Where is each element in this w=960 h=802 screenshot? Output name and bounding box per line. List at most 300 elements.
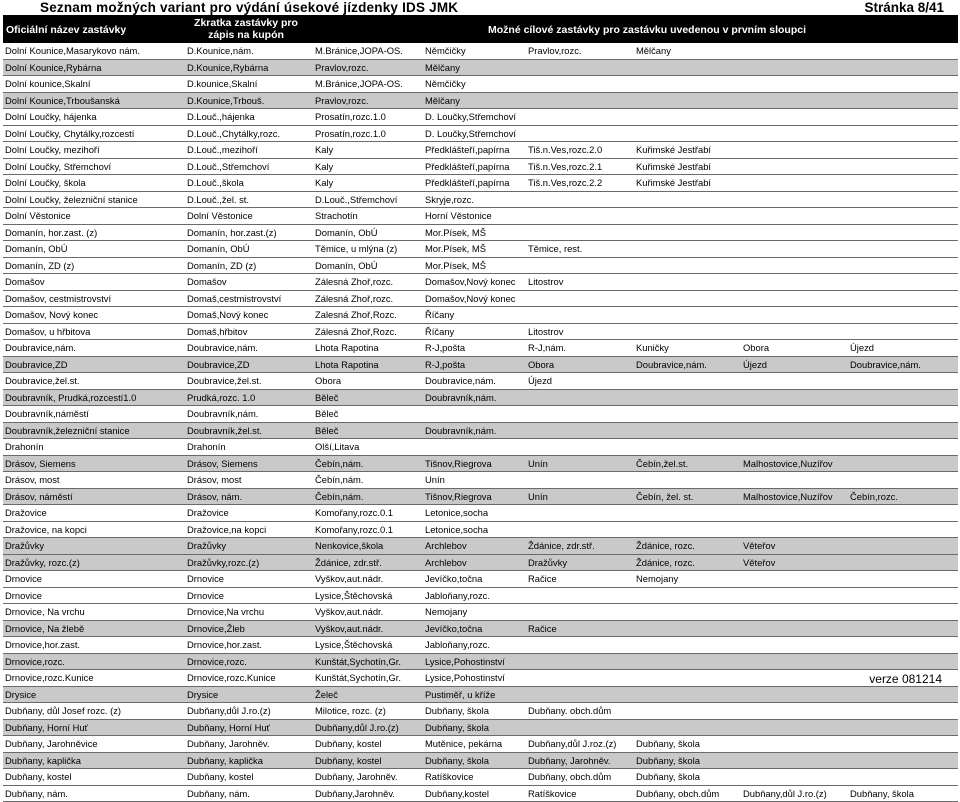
target-stop-cell: Kaly xyxy=(313,142,423,159)
target-stop-cell xyxy=(526,92,634,109)
target-stop-cell: Nemojany xyxy=(423,604,526,621)
abbreviation-cell: Domaš,hřbitov xyxy=(185,323,313,340)
official-name-cell: Dolní Věstonice xyxy=(3,208,185,225)
table-row xyxy=(3,59,958,76)
target-stop-cell xyxy=(741,109,848,126)
target-stop-cell: Věteřov xyxy=(741,554,848,571)
target-stop-cell xyxy=(741,505,848,522)
target-stop-cell: Mor.Písek, MŠ xyxy=(423,257,526,274)
target-stop-cell xyxy=(848,290,958,307)
target-stop-cell: Račice xyxy=(526,571,634,588)
target-stop-cell: Doubravník,nám. xyxy=(423,422,526,439)
target-stop-cell xyxy=(848,158,958,175)
official-name-cell: Dolní Loučky, hájenka xyxy=(3,109,185,126)
target-stop-cell xyxy=(848,422,958,439)
target-stop-cell xyxy=(634,208,741,225)
target-stop-cell xyxy=(741,274,848,291)
target-stop-cell: Pustiměř, u kříže xyxy=(423,686,526,703)
target-stop-cell: Prosatín,rozc.1.0 xyxy=(313,125,423,142)
official-name-cell: Dolní Kounice,Trboušanská xyxy=(3,92,185,109)
target-stop-cell xyxy=(741,323,848,340)
abbreviation-cell: Dražůvky xyxy=(185,538,313,555)
stops-table xyxy=(3,43,958,802)
target-stop-cell xyxy=(526,307,634,324)
target-stop-cell xyxy=(741,406,848,423)
target-stop-cell: Lysice,Pohostinství xyxy=(423,670,526,687)
target-stop-cell xyxy=(741,521,848,538)
target-stop-cell: Lysice,Štěchovská xyxy=(313,587,423,604)
target-stop-cell xyxy=(848,653,958,670)
abbreviation-cell: Drnovice,Žleb xyxy=(185,620,313,637)
target-stop-cell: D. Loučky,Střemchoví xyxy=(423,109,526,126)
target-stop-cell xyxy=(741,670,848,687)
target-stop-cell xyxy=(848,59,958,76)
target-stop-cell xyxy=(634,439,741,456)
target-stop-cell: Nenkovice,škola xyxy=(313,538,423,555)
abbreviation-cell: Doubravice,ZD xyxy=(185,356,313,373)
official-name-cell: Drnovice,rozc.Kunice xyxy=(3,670,185,687)
target-stop-cell: Dubňany,důl J.roz.(z) xyxy=(526,736,634,753)
table-row xyxy=(3,356,958,373)
abbreviation-cell: Dubňany, kaplička xyxy=(185,752,313,769)
target-stop-cell xyxy=(634,290,741,307)
target-stop-cell xyxy=(848,604,958,621)
target-stop-cell: Tiš.n.Ves,rozc.2.1 xyxy=(526,158,634,175)
target-stop-cell: Vyškov,aut.nádr. xyxy=(313,571,423,588)
target-stop-cell: Jevíčko,točna xyxy=(423,571,526,588)
target-stop-cell: Skryje,rozc. xyxy=(423,191,526,208)
table-row xyxy=(3,224,958,241)
target-stop-cell: Pravlov,rozc. xyxy=(313,59,423,76)
target-stop-cell xyxy=(741,472,848,489)
target-stop-cell: Kunštát,Sychotín,Gr. xyxy=(313,670,423,687)
official-name-cell: Domanín, ZD (z) xyxy=(3,257,185,274)
target-stop-cell: Zalesná Zhoř,Rozc. xyxy=(313,307,423,324)
target-stop-cell xyxy=(848,76,958,93)
target-stop-cell: Předklášteří,papírna xyxy=(423,175,526,192)
target-stop-cell xyxy=(634,59,741,76)
target-stop-cell: Tišnov,Riegrova xyxy=(423,488,526,505)
target-stop-cell: Nemojany xyxy=(634,571,741,588)
target-stop-cell xyxy=(423,439,526,456)
official-name-cell: Dolní kounice,Skalní xyxy=(3,76,185,93)
abbreviation-cell: Drysice xyxy=(185,686,313,703)
target-stop-cell: Ždánice, zdr.stř. xyxy=(313,554,423,571)
target-stop-cell: D.Louč.,Střemchoví xyxy=(313,191,423,208)
target-stop-cell: Domašov,Nový konec xyxy=(423,290,526,307)
target-stop-cell xyxy=(741,307,848,324)
abbreviation-cell: Dolní Věstonice xyxy=(185,208,313,225)
target-stop-cell xyxy=(741,158,848,175)
target-stop-cell: Kuřimské Jestřabí xyxy=(634,158,741,175)
target-stop-cell: Mutěnice, pekárna xyxy=(423,736,526,753)
target-stop-cell: Želeč xyxy=(313,686,423,703)
target-stop-cell: R-J,nám. xyxy=(526,340,634,357)
target-stop-cell xyxy=(634,274,741,291)
table-row xyxy=(3,538,958,555)
target-stop-cell: R-J,pošta xyxy=(423,356,526,373)
target-stop-cell: Čebín,nám. xyxy=(313,472,423,489)
target-stop-cell xyxy=(848,373,958,390)
target-stop-cell: Zálesná Zhoř,rozc. xyxy=(313,290,423,307)
table-row xyxy=(3,703,958,720)
page-title: Seznam možných variant pro výdání úsekové jízdenky IDS JMK xyxy=(40,0,459,15)
target-stop-cell: Horní Věstonice xyxy=(423,208,526,225)
official-name-cell: Dolní Loučky, škola xyxy=(3,175,185,192)
target-stop-cell: Dubňany, škola xyxy=(848,785,958,802)
target-stop-cell xyxy=(741,703,848,720)
table-row xyxy=(3,571,958,588)
target-stop-cell xyxy=(634,76,741,93)
official-name-cell: Drnovice, Na žlebě xyxy=(3,620,185,637)
official-name-cell: Doubravice,žel.st. xyxy=(3,373,185,390)
table-row xyxy=(3,158,958,175)
target-stop-cell: Předklášteří,papírna xyxy=(423,142,526,159)
target-stop-cell: Domanín, ObÚ xyxy=(313,224,423,241)
target-stop-cell xyxy=(848,109,958,126)
target-stop-cell xyxy=(634,125,741,142)
target-stop-cell: Lhota Rapotina xyxy=(313,340,423,357)
abbreviation-cell: Domašov xyxy=(185,274,313,291)
target-stop-cell xyxy=(526,125,634,142)
table-row xyxy=(3,505,958,522)
target-stop-cell: Běleč xyxy=(313,422,423,439)
table-row xyxy=(3,340,958,357)
target-stop-cell xyxy=(634,406,741,423)
target-stop-cell: Ždánice, zdr.stř. xyxy=(526,538,634,555)
target-stop-cell xyxy=(634,224,741,241)
official-name-cell: Dubňany, Jarohněvice xyxy=(3,736,185,753)
target-stop-cell xyxy=(848,703,958,720)
target-stop-cell: Letonice,socha xyxy=(423,505,526,522)
official-name-cell: Doubravník,železniční stanice xyxy=(3,422,185,439)
target-stop-cell: Ždánice, rozc. xyxy=(634,538,741,555)
abbreviation-cell: Dubňany, kostel xyxy=(185,769,313,786)
table-row xyxy=(3,455,958,472)
target-stop-cell xyxy=(848,538,958,555)
table-row xyxy=(3,76,958,93)
table-row xyxy=(3,406,958,423)
target-stop-cell xyxy=(526,422,634,439)
target-stop-cell: Pravlov,rozc. xyxy=(526,43,634,59)
official-name-cell: Domašov, Nový konec xyxy=(3,307,185,324)
abbreviation-cell: D.Louč.,Chytálky,rozc. xyxy=(185,125,313,142)
official-name-cell: Dolní Loučky, Chytálky,rozcestí xyxy=(3,125,185,142)
abbreviation-cell: Prudká,rozc. 1.0 xyxy=(185,389,313,406)
target-stop-cell xyxy=(848,274,958,291)
target-stop-cell: Čebín,žel.st. xyxy=(634,455,741,472)
table-row xyxy=(3,175,958,192)
abbreviation-cell: Doubravník,žel.st. xyxy=(185,422,313,439)
target-stop-cell xyxy=(848,637,958,654)
target-stop-cell: Unín xyxy=(526,455,634,472)
target-stop-cell xyxy=(634,422,741,439)
target-stop-cell: Litostrov xyxy=(526,323,634,340)
target-stop-cell xyxy=(634,373,741,390)
table-row xyxy=(3,422,958,439)
target-stop-cell: Dubňany,kostel xyxy=(423,785,526,802)
table-row xyxy=(3,637,958,654)
target-stop-cell: Doubravník,nám. xyxy=(423,389,526,406)
official-name-cell: Doubravník, Prudká,rozcestí1.0 xyxy=(3,389,185,406)
target-stop-cell: Dubňany, škola xyxy=(634,752,741,769)
target-stop-cell: Komořany,rozc.0.1 xyxy=(313,505,423,522)
target-stop-cell xyxy=(741,686,848,703)
official-name-cell: Dubňany, nám. xyxy=(3,785,185,802)
table-row xyxy=(3,769,958,786)
target-stop-cell xyxy=(526,191,634,208)
target-stop-cell: Pravlov,rozc. xyxy=(313,92,423,109)
abbreviation-cell: Dražůvky,rozc.(z) xyxy=(185,554,313,571)
target-stop-cell: Obora xyxy=(313,373,423,390)
target-stop-cell xyxy=(526,505,634,522)
target-stop-cell xyxy=(634,637,741,654)
official-name-cell: Drnovice, Na vrchu xyxy=(3,604,185,621)
official-name-cell: Dolní Kounice,Masarykovo nám. xyxy=(3,43,185,59)
abbreviation-cell: Drnovice,Na vrchu xyxy=(185,604,313,621)
table-row xyxy=(3,554,958,571)
table-row xyxy=(3,92,958,109)
target-stop-cell: Těmice, u mlýna (z) xyxy=(313,241,423,258)
target-stop-cell xyxy=(526,389,634,406)
target-stop-cell xyxy=(741,736,848,753)
target-stop-cell: Ždánice, rozc. xyxy=(634,554,741,571)
abbreviation-cell: Doubravice,nám. xyxy=(185,340,313,357)
target-stop-cell xyxy=(741,637,848,654)
target-stop-cell xyxy=(741,175,848,192)
target-stop-cell xyxy=(848,554,958,571)
target-stop-cell xyxy=(848,307,958,324)
target-stop-cell: Újezd xyxy=(741,356,848,373)
target-stop-cell xyxy=(741,422,848,439)
target-stop-cell xyxy=(848,175,958,192)
target-stop-cell xyxy=(526,290,634,307)
abbreviation-cell: Drásov, most xyxy=(185,472,313,489)
target-stop-cell xyxy=(741,43,848,59)
target-stop-cell xyxy=(848,389,958,406)
target-stop-cell xyxy=(741,587,848,604)
target-stop-cell xyxy=(634,389,741,406)
target-stop-cell xyxy=(634,703,741,720)
target-stop-cell xyxy=(526,406,634,423)
target-stop-cell: Újezd xyxy=(526,373,634,390)
target-stop-cell: Obora xyxy=(526,356,634,373)
official-name-cell: Dolní Kounice,Rybárna xyxy=(3,59,185,76)
target-stop-cell xyxy=(848,208,958,225)
official-name-cell: Dubňany, kaplička xyxy=(3,752,185,769)
target-stop-cell: Němčičky xyxy=(423,43,526,59)
target-stop-cell xyxy=(526,76,634,93)
target-stop-cell: Doubravice,nám. xyxy=(423,373,526,390)
target-stop-cell: R-J,pošta xyxy=(423,340,526,357)
abbreviation-cell: Doubravník,nám. xyxy=(185,406,313,423)
abbreviation-cell: Drnovice,rozc. xyxy=(185,653,313,670)
target-stop-cell: Malhostovice,Nuzířov xyxy=(741,455,848,472)
target-stop-cell: Kuřimské Jestřabí xyxy=(634,142,741,159)
target-stop-cell: Dubňany, škola xyxy=(634,769,741,786)
table-row xyxy=(3,290,958,307)
target-stop-cell: Dubňany, obch.dům xyxy=(634,785,741,802)
table-row xyxy=(3,604,958,621)
table-row xyxy=(3,587,958,604)
target-stop-cell xyxy=(848,439,958,456)
target-stop-cell xyxy=(741,125,848,142)
target-stop-cell xyxy=(848,587,958,604)
column-header-official-name: Oficiální název zastávky xyxy=(6,24,127,36)
abbreviation-cell: D.Kounice,Trbouš. xyxy=(185,92,313,109)
table-header xyxy=(3,15,958,43)
abbreviation-cell: D.Louč.,mezihoří xyxy=(185,142,313,159)
table-row xyxy=(3,208,958,225)
target-stop-cell: Čebín,rozc. xyxy=(848,488,958,505)
target-stop-cell: Kaly xyxy=(313,158,423,175)
target-stop-cell: Malhostovice,Nuzířov xyxy=(741,488,848,505)
target-stop-cell: Archlebov xyxy=(423,538,526,555)
target-stop-cell xyxy=(848,521,958,538)
target-stop-cell: Prosatín,rozc.1.0 xyxy=(313,109,423,126)
official-name-cell: Drnovice,rozc. xyxy=(3,653,185,670)
target-stop-cell xyxy=(741,653,848,670)
target-stop-cell xyxy=(848,257,958,274)
target-stop-cell xyxy=(848,92,958,109)
target-stop-cell xyxy=(741,290,848,307)
table-row xyxy=(3,521,958,538)
target-stop-cell: Dubňany, škola xyxy=(423,703,526,720)
target-stop-cell xyxy=(634,521,741,538)
abbreviation-cell: Dubňany,důl J.ro.(z) xyxy=(185,703,313,720)
target-stop-cell xyxy=(741,719,848,736)
target-stop-cell: Čebín, žel. st. xyxy=(634,488,741,505)
target-stop-cell xyxy=(634,323,741,340)
target-stop-cell: M.Bránice,JOPA-OS. xyxy=(313,43,423,59)
target-stop-cell: Litostrov xyxy=(526,274,634,291)
table-row xyxy=(3,736,958,753)
target-stop-cell: Mor.Písek, MŠ xyxy=(423,224,526,241)
target-stop-cell xyxy=(741,389,848,406)
abbreviation-cell: Doubravice,žel.st. xyxy=(185,373,313,390)
table-row xyxy=(3,686,958,703)
official-name-cell: Drnovice xyxy=(3,571,185,588)
target-stop-cell: Mělčany xyxy=(423,92,526,109)
target-stop-cell xyxy=(526,224,634,241)
official-name-cell: Domašov xyxy=(3,274,185,291)
abbreviation-cell: D.Kounice,nám. xyxy=(185,43,313,59)
target-stop-cell xyxy=(848,620,958,637)
table-row xyxy=(3,125,958,142)
table-row xyxy=(3,241,958,258)
target-stop-cell: Obora xyxy=(741,340,848,357)
abbreviation-cell: D.kounice,Skalní xyxy=(185,76,313,93)
target-stop-cell xyxy=(634,686,741,703)
target-stop-cell xyxy=(741,752,848,769)
target-stop-cell xyxy=(741,142,848,159)
target-stop-cell: Předklášteří,papírna xyxy=(423,158,526,175)
target-stop-cell xyxy=(634,307,741,324)
target-stop-cell: Dubňany, škola xyxy=(634,736,741,753)
target-stop-cell: Běleč xyxy=(313,406,423,423)
official-name-cell: Dubňany, kostel xyxy=(3,769,185,786)
target-stop-cell xyxy=(634,653,741,670)
target-stop-cell: Běleč xyxy=(313,389,423,406)
target-stop-cell: Těmice, rest. xyxy=(526,241,634,258)
target-stop-cell xyxy=(634,670,741,687)
official-name-cell: Dubňany, Horní Huť xyxy=(3,719,185,736)
abbreviation-cell: D.Louč.,hájenka xyxy=(185,109,313,126)
target-stop-cell xyxy=(741,241,848,258)
target-stop-cell xyxy=(741,191,848,208)
target-stop-cell: Tiš.n.Ves,rozc.2.2 xyxy=(526,175,634,192)
target-stop-cell xyxy=(741,571,848,588)
version-label: verze 081214 xyxy=(869,672,942,686)
target-stop-cell xyxy=(741,208,848,225)
target-stop-cell: Letonice,socha xyxy=(423,521,526,538)
target-stop-cell: Ratíškovice xyxy=(423,769,526,786)
abbreviation-cell: Drásov, nám. xyxy=(185,488,313,505)
official-name-cell: Domanín, hor.zast. (z) xyxy=(3,224,185,241)
target-stop-cell xyxy=(526,439,634,456)
official-name-cell: Dražovice, na kopci xyxy=(3,521,185,538)
target-stop-cell xyxy=(526,59,634,76)
abbreviation-cell: Dubňany, Horní Huť xyxy=(185,719,313,736)
abbreviation-cell: Drnovice xyxy=(185,587,313,604)
official-name-cell: Dolní Loučky, mezihoří xyxy=(3,142,185,159)
target-stop-cell: Kuřimské Jestřabí xyxy=(634,175,741,192)
target-stop-cell xyxy=(848,406,958,423)
target-stop-cell: Říčany xyxy=(423,307,526,324)
target-stop-cell xyxy=(526,257,634,274)
target-stop-cell: Račice xyxy=(526,620,634,637)
target-stop-cell xyxy=(848,224,958,241)
target-stop-cell: Lhota Rapotina xyxy=(313,356,423,373)
target-stop-cell: Doubravice,nám. xyxy=(634,356,741,373)
target-stop-cell: Kunštát,Sychotín,Gr. xyxy=(313,653,423,670)
official-name-cell: Dražovice xyxy=(3,505,185,522)
table-row xyxy=(3,653,958,670)
target-stop-cell: Dubňany, Jarohněv. xyxy=(526,752,634,769)
target-stop-cell: Čebín,nám. xyxy=(313,455,423,472)
target-stop-cell: Mělčany xyxy=(634,43,741,59)
table-row xyxy=(3,670,958,687)
target-stop-cell: Unín xyxy=(526,488,634,505)
target-stop-cell xyxy=(634,719,741,736)
target-stop-cell: Jabloňany,rozc. xyxy=(423,587,526,604)
official-name-cell: Drnovice xyxy=(3,587,185,604)
page-number: Stránka 8/41 xyxy=(864,0,944,15)
official-name-cell: Domašov, cestmistrovství xyxy=(3,290,185,307)
target-stop-cell xyxy=(848,686,958,703)
table-row xyxy=(3,307,958,324)
target-stop-cell xyxy=(634,109,741,126)
column-header-target-stops: Možné cílové zastávky pro zastávku uvedenou v prvním sloupci xyxy=(488,24,807,36)
target-stop-cell: Milotice, rozc. (z) xyxy=(313,703,423,720)
table-row xyxy=(3,109,958,126)
official-name-cell: Drnovice,hor.zast. xyxy=(3,637,185,654)
target-stop-cell: Dubňany, obch.dům xyxy=(526,769,634,786)
abbreviation-cell: Domanín, ZD (z) xyxy=(185,257,313,274)
target-stop-cell xyxy=(848,752,958,769)
official-name-cell: Domanín, ObÚ xyxy=(3,241,185,258)
abbreviation-cell: Dubňany, nám. xyxy=(185,785,313,802)
target-stop-cell: Dubňany,Jarohněv. xyxy=(313,785,423,802)
abbreviation-cell: Drnovice xyxy=(185,571,313,588)
target-stop-cell: Dubňany, kostel xyxy=(313,736,423,753)
target-stop-cell xyxy=(741,92,848,109)
target-stop-cell: Archlebov xyxy=(423,554,526,571)
official-name-cell: Doubravice,ZD xyxy=(3,356,185,373)
target-stop-cell xyxy=(848,472,958,489)
official-name-cell: Drahonín xyxy=(3,439,185,456)
target-stop-cell: Dubňany, škola xyxy=(423,752,526,769)
